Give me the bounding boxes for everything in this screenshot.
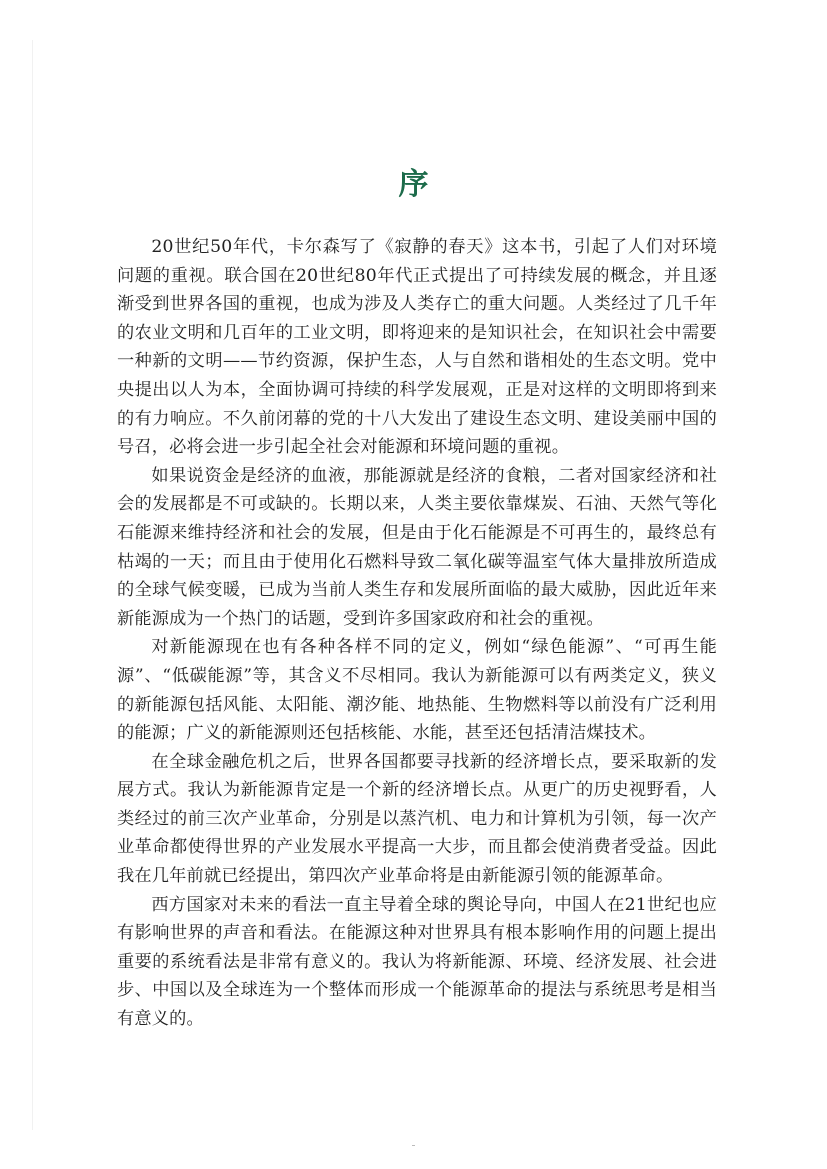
paragraph-2: 如果说资金是经济的血液，那能源就是经济的食粮，二者对国家经济和社会的发展都是不可或缺的。长期以来，人类主要依靠煤炭、石油、天然气等化石能源来维持经济和社会的发展，但是由于化石能源是不可再生的，最终总有枯竭的一天；而且由于使用化石燃料导致二氧化碳等温室气体大量排放所造成的全球气候变暖，已成为当前人类生存和发展所面临的最大威胁，因此近年来新能源成为一个热门的话题，受到许多国家政府和社会的重视。 <box>117 465 717 629</box>
paragraph-3: 对新能源现在也有各种各样不同的定义，例如“绿色能源”、“可再生能源”、“低碳能源”等，其含义不尽相同。我认为新能源可以有两类定义，狭义的新能源包括风能、太阳能、潮汐能、地热能、生物燃料等以前没有广泛利用的能源；广义的新能源则还包括核能、水能，甚至还包括清洁煤技术。 <box>117 637 717 744</box>
paragraph-1: 20世纪50年代，卡尔森写了《寂静的春天》这本书，引起了人们对环境问题的重视。联合国在20世纪80年代正式提出了可持续发展的概念，并且逐渐受到世界各国的重视，也成为涉及人类存亡的重大问题。人类经过了几千年的农业文明和几百年的工业文明，即将迎来的是知识社会，在知识社会中需要一种新的文明——节约资源，保护生态，人与自然和谐相处的生态文明。党中央提出以人为本，全面协调可持续的科学发展观，正是对这样的文明即将到来的有力响应。不久前闭幕的党的十八大发出了建设生态文明、建设美丽中国的号召，必将会进一步引起全社会对能源和环境问题的重视。 <box>117 237 717 458</box>
page-title: 序 <box>398 167 429 203</box>
scan-speck <box>412 1145 415 1146</box>
paragraph-4: 在全球金融危机之后，世界各国都要寻找新的经济增长点，要采取新的发展方式。我认为新能源肯定是一个新的经济增长点。从更广的历史视野看，人类经过的前三次产业革命，分别是以蒸汽机、电力和计算机为引领，每一次产业革命都使得世界的产业发展水平提高一大步，而且都会使消费者受益。因此我在几年前就已经提出，第四次产业革命将是由新能源引领的能源革命。 <box>117 751 717 887</box>
paragraph-5: 西方国家对未来的看法一直主导着全球的舆论导向，中国人在21世纪也应有影响世界的声音和看法。在能源这种对世界具有根本影响作用的问题上提出重要的系统看法是非常有意义的。我认为将新能源、环境、经济发展、社会进步、中国以及全球连为一个整体而形成一个能源革命的提法与系统思考是相当有意义的。 <box>117 894 717 1030</box>
preface-body <box>117 233 717 1034</box>
